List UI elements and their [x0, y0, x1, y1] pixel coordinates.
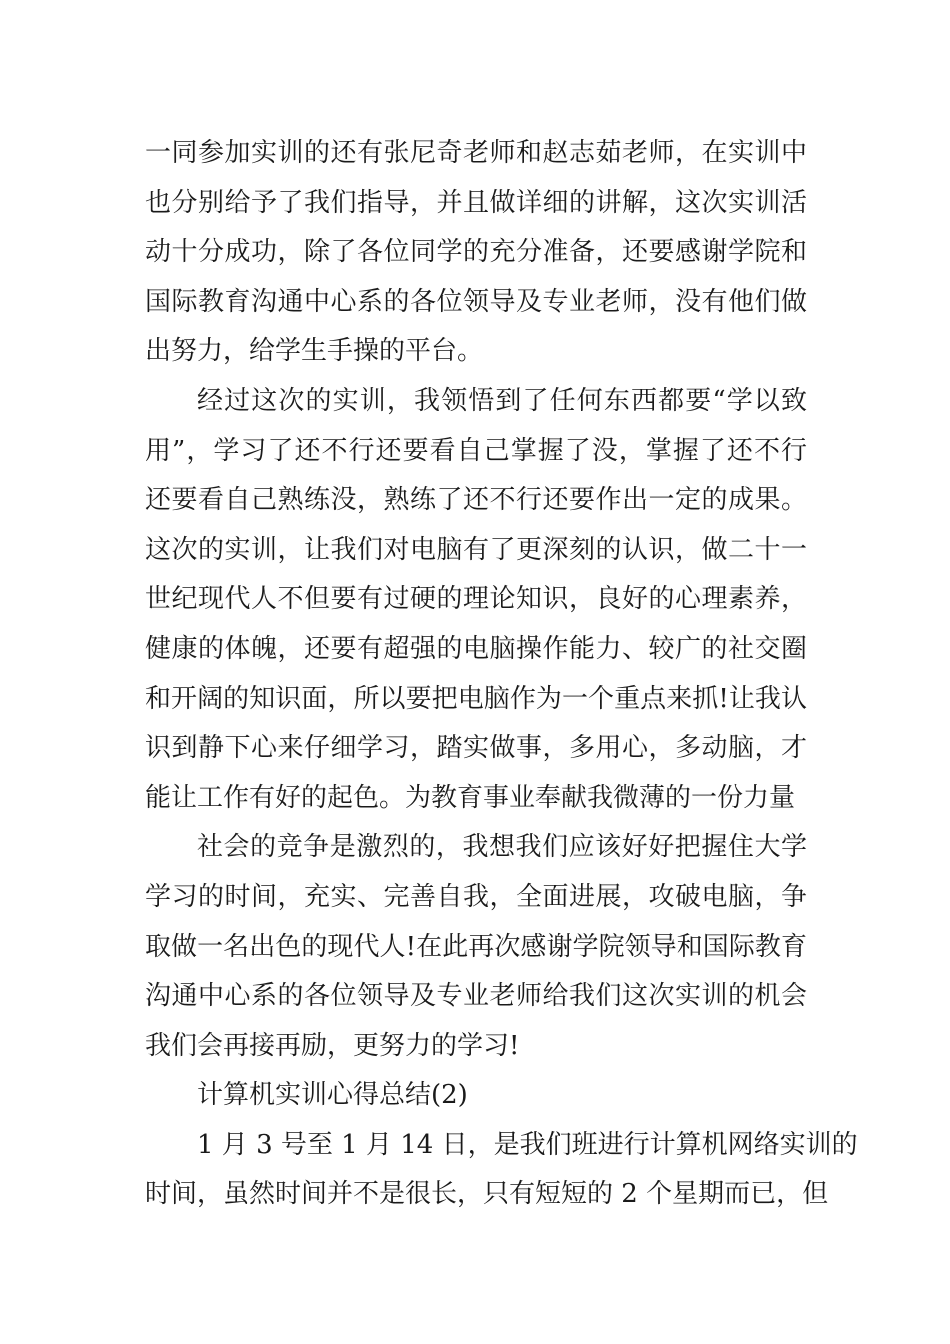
text-line: 我们会再接再励，更努力的学习! — [145, 1030, 520, 1061]
text-line: 社会的竞争是激烈的，我想我们应该好好把握住大学 — [197, 832, 807, 863]
text-line: 用”，学习了还不行还要看自己掌握了没，掌握了还不行 — [145, 435, 807, 466]
text-line: 和开阔的知识面，所以要把电脑作为一个重点来抓!让我认 — [145, 683, 807, 714]
text-line: 健康的体魄，还要有超强的电脑操作能力、较广的社交圈 — [145, 633, 807, 664]
text-line: 动十分成功，除了各位同学的充分准备，还要感谢学院和 — [145, 237, 807, 268]
body-text — [145, 129, 858, 1220]
text-line: 识到静下心来仔细学习，踏实做事，多用心，多动脑，才 — [145, 733, 807, 764]
section-heading: 计算机实训心得总结(2) — [197, 1080, 468, 1111]
text-line: 国际教育沟通中心系的各位领导及专业老师，没有他们做 — [145, 286, 807, 317]
text-line: 出努力，给学生手操的平台。 — [145, 336, 484, 367]
text-line: 沟通中心系的各位领导及专业老师给我们这次实训的机会 — [145, 981, 807, 1012]
text-line: 这次的实训，让我们对电脑有了更深刻的认识，做二十一 — [145, 534, 807, 565]
text-line: 世纪现代人不但要有过硬的理论知识，良好的心理素养， — [145, 584, 807, 615]
text-line: 能让工作有好的起色。为教育事业奉献我微薄的一份力量 — [145, 782, 796, 813]
text-line: 也分别给予了我们指导，并且做详细的讲解，这次实训活 — [145, 187, 807, 218]
text-line: 还要看自己熟练没，熟练了还不行还要作出一定的成果。 — [145, 485, 807, 516]
text-line: 一同参加实训的还有张尼奇老师和赵志茹老师，在实训中 — [145, 138, 807, 168]
text-line: 1 月 3 号至 1 月 14 日，是我们班进行计算机网络实训的 — [197, 1129, 858, 1160]
text-line: 时间，虽然时间并不是很长，只有短短的 2 个星期而已，但 — [145, 1179, 829, 1210]
text-line: 学习的时间，充实、完善自我，全面进展，攻破电脑，争 — [145, 881, 807, 912]
text-line: 取做一名出色的现代人!在此再次感谢学院领导和国际教育 — [145, 931, 807, 962]
text-line: 经过这次的实训，我领悟到了任何东西都要“学以致 — [197, 385, 807, 416]
